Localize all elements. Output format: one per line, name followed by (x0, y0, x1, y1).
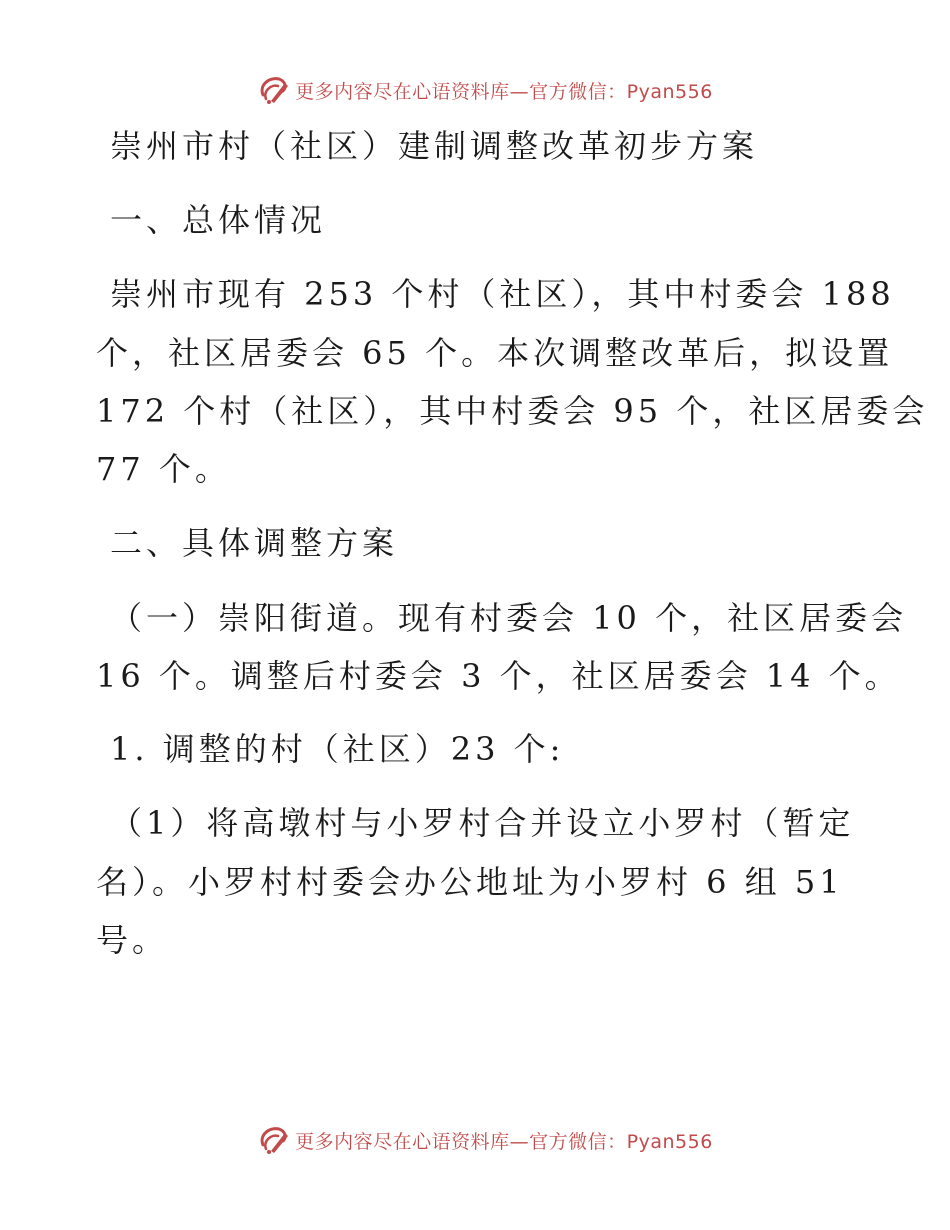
pen-swirl-logo-icon (257, 73, 291, 107)
watermark-text: 更多内容尽在心语资料库—官方微信：Pyan556 (295, 80, 713, 103)
paragraph-line: 172 个村（社区），其中村委会 95 个，社区居委会 (96, 392, 929, 430)
section-heading-plan: 二、具体调整方案 (110, 524, 399, 562)
list-item-heading: 1. 调整的村（社区）23 个: (110, 730, 565, 768)
paragraph-line: 77 个。 (96, 450, 231, 488)
pen-swirl-logo-icon (257, 1123, 291, 1157)
footer-watermark (0, 1120, 950, 1160)
watermark-text: 更多内容尽在心语资料库—官方微信：Pyan556 (295, 1130, 713, 1153)
paragraph-line: 个，社区居委会 65 个。本次调整改革后，拟设置 (96, 334, 894, 372)
paragraph-line: 名）。小罗村村委会办公地址为小罗村 6 组 51 (96, 863, 844, 901)
header-watermark (0, 70, 950, 110)
paragraph-line: 号。 (96, 921, 169, 959)
paragraph-line: 16 个。调整后村委会 3 个，社区居委会 14 个。 (96, 657, 901, 695)
paragraph-line: （一）崇阳街道。现有村委会 10 个，社区居委会 (110, 599, 908, 637)
document-title: 崇州市村（社区）建制调整改革初步方案 (110, 127, 759, 165)
paragraph-line: （1）将高墩村与小罗村合并设立小罗村（暂定 (110, 804, 855, 842)
section-heading-overview: 一、总体情况 (110, 201, 327, 239)
paragraph-line: 崇州市现有 253 个村（社区），其中村委会 188 (110, 275, 895, 313)
